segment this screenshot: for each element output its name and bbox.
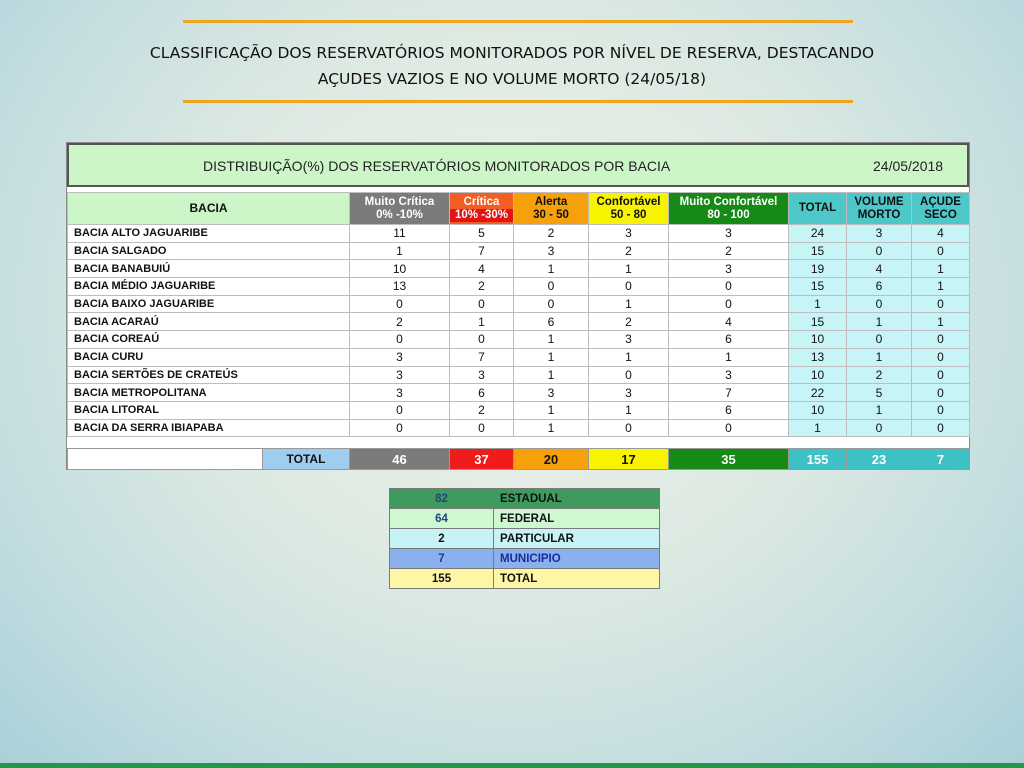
cell-volume-morto: 0 (847, 419, 912, 437)
cell-confortavel: 1 (589, 401, 669, 419)
cell-acude-seco: 1 (912, 260, 970, 278)
panel-date: 24/05/2018 (873, 158, 944, 174)
cell-total: 15 (789, 313, 847, 331)
summary-particular-count: 2 (390, 529, 494, 549)
cell-confortavel: 2 (589, 313, 669, 331)
header-muito-confortavel-label: Muito Confortável (679, 195, 778, 208)
cell-confortavel: 3 (589, 331, 669, 349)
cell-muito-critica: 2 (350, 313, 450, 331)
header-critica (450, 193, 514, 225)
cell-acude-seco: 0 (912, 331, 970, 349)
cell-acude-seco: 0 (912, 348, 970, 366)
header-muito-confortavel-range: 80 - 100 (707, 208, 750, 221)
summary-row-municipio (390, 549, 660, 569)
summary-particular-label: PARTICULAR (494, 529, 660, 549)
cell-volume-morto: 1 (847, 348, 912, 366)
cell-total: 15 (789, 242, 847, 260)
cell-muito-critica: 0 (350, 419, 450, 437)
header-alerta (514, 193, 589, 225)
cell-total: 10 (789, 366, 847, 384)
cell-volume-morto: 2 (847, 366, 912, 384)
summary-estadual-label: ESTADUAL (494, 489, 660, 509)
cell-volume-morto: 0 (847, 331, 912, 349)
cell-alerta: 1 (514, 331, 589, 349)
totals-blank-cell (68, 449, 263, 470)
total-muito-critica: 46 (350, 449, 450, 470)
cell-critica: 1 (450, 313, 514, 331)
cell-acude-seco: 0 (912, 384, 970, 402)
cell-muito-confortavel: 6 (669, 401, 789, 419)
header-confortavel (589, 193, 669, 225)
table-row (68, 348, 970, 366)
cell-critica: 7 (450, 242, 514, 260)
cell-muito-critica: 0 (350, 295, 450, 313)
table-row (68, 242, 970, 260)
cell-total: 15 (789, 278, 847, 296)
totals-row (68, 449, 970, 470)
cell-total: 1 (789, 295, 847, 313)
panel-title-band (67, 143, 969, 187)
cell-total: 13 (789, 348, 847, 366)
header-muito-critica (350, 193, 450, 225)
table-row (68, 313, 970, 331)
cell-alerta: 0 (514, 278, 589, 296)
total-volume-morto: 23 (847, 449, 912, 470)
cell-confortavel: 0 (589, 419, 669, 437)
basin-table (67, 192, 970, 437)
cell-critica: 2 (450, 401, 514, 419)
title-rule-top (183, 20, 853, 23)
cell-muito-confortavel: 4 (669, 313, 789, 331)
cell-volume-morto: 1 (847, 401, 912, 419)
basin-name: BACIA SALGADO (68, 242, 350, 260)
cell-confortavel: 1 (589, 260, 669, 278)
cell-confortavel: 0 (589, 366, 669, 384)
basin-name: BACIA DA SERRA IBIAPABA (68, 419, 350, 437)
basin-name: BACIA CURU (68, 348, 350, 366)
cell-muito-critica: 3 (350, 366, 450, 384)
cell-acude-seco: 4 (912, 225, 970, 243)
header-muito-critica-label: Muito Crítica (364, 195, 435, 208)
basin-name: BACIA BAIXO JAGUARIBE (68, 295, 350, 313)
cell-critica: 0 (450, 331, 514, 349)
cell-acude-seco: 0 (912, 242, 970, 260)
cell-confortavel: 1 (589, 295, 669, 313)
table-row (68, 225, 970, 243)
cell-total: 24 (789, 225, 847, 243)
header-confortavel-label: Confortável (596, 195, 661, 208)
header-volume-morto-2: MORTO (857, 208, 901, 221)
header-muito-critica-range: 0% -10% (376, 208, 423, 221)
table-row (68, 419, 970, 437)
cell-alerta: 3 (514, 384, 589, 402)
cell-muito-critica: 0 (350, 331, 450, 349)
cell-muito-confortavel: 0 (669, 278, 789, 296)
table-row (68, 401, 970, 419)
cell-confortavel: 3 (589, 225, 669, 243)
cell-muito-critica: 11 (350, 225, 450, 243)
cell-alerta: 1 (514, 260, 589, 278)
cell-alerta: 1 (514, 419, 589, 437)
table-row (68, 278, 970, 296)
cell-volume-morto: 0 (847, 242, 912, 260)
summary-total-label: TOTAL (494, 569, 660, 589)
cell-confortavel: 1 (589, 348, 669, 366)
cell-acude-seco: 0 (912, 366, 970, 384)
cell-critica: 5 (450, 225, 514, 243)
header-volume-morto (847, 193, 912, 225)
cell-muito-critica: 3 (350, 348, 450, 366)
panel-title: DISTRIBUIÇÃO(%) DOS RESERVATÓRIOS MONITORADOS POR BACIA (203, 158, 671, 174)
cell-critica: 3 (450, 366, 514, 384)
total-critica: 37 (450, 449, 514, 470)
cell-acude-seco: 0 (912, 419, 970, 437)
header-acude-seco (912, 193, 970, 225)
slide-title-line-1: CLASSIFICAÇÃO DOS RESERVATÓRIOS MONITORADOS POR NÍVEL DE RESERVA, DESTACANDO (149, 44, 875, 62)
slide-title-line-2: AÇUDES VAZIOS E NO VOLUME MORTO (24/05/18) (317, 70, 707, 88)
summary-federal-label: FEDERAL (494, 509, 660, 529)
summary-estadual-count: 82 (390, 489, 494, 509)
totals-label: TOTAL (263, 449, 350, 470)
table-row (68, 260, 970, 278)
cell-critica: 4 (450, 260, 514, 278)
cell-confortavel: 0 (589, 278, 669, 296)
basin-name: BACIA METROPOLITANA (68, 384, 350, 402)
cell-muito-confortavel: 3 (669, 225, 789, 243)
header-critica-range: 10% -30% (450, 209, 513, 222)
cell-confortavel: 2 (589, 242, 669, 260)
cell-muito-confortavel: 3 (669, 260, 789, 278)
totals-row-table (67, 448, 970, 470)
cell-volume-morto: 3 (847, 225, 912, 243)
header-alerta-range: 30 - 50 (533, 208, 569, 221)
basin-name: BACIA ALTO JAGUARIBE (68, 225, 350, 243)
cell-muito-critica: 3 (350, 384, 450, 402)
reservoir-distribution-panel (66, 142, 970, 470)
cell-alerta: 0 (514, 295, 589, 313)
header-critica-label: Crítica (463, 195, 500, 208)
table-header-row (68, 193, 970, 225)
cell-muito-critica: 1 (350, 242, 450, 260)
header-alerta-label: Alerta (534, 195, 568, 208)
cell-muito-confortavel: 2 (669, 242, 789, 260)
total-confortavel: 17 (589, 449, 669, 470)
header-bacia: BACIA (68, 193, 350, 225)
cell-total: 1 (789, 419, 847, 437)
table-row (68, 331, 970, 349)
summary-row-particular (390, 529, 660, 549)
header-volume-morto-1: VOLUME (854, 195, 904, 208)
cell-alerta: 1 (514, 366, 589, 384)
basin-table-body (68, 225, 970, 437)
cell-muito-critica: 13 (350, 278, 450, 296)
cell-acude-seco: 0 (912, 401, 970, 419)
cell-critica: 6 (450, 384, 514, 402)
cell-critica: 7 (450, 348, 514, 366)
cell-muito-confortavel: 7 (669, 384, 789, 402)
cell-confortavel: 3 (589, 384, 669, 402)
table-row (68, 366, 970, 384)
total-muito-confortavel: 35 (669, 449, 789, 470)
cell-volume-morto: 5 (847, 384, 912, 402)
cell-volume-morto: 4 (847, 260, 912, 278)
total-acude-seco: 7 (912, 449, 970, 470)
cell-critica: 0 (450, 419, 514, 437)
cell-alerta: 6 (514, 313, 589, 331)
cell-volume-morto: 1 (847, 313, 912, 331)
cell-muito-confortavel: 1 (669, 348, 789, 366)
cell-alerta: 1 (514, 401, 589, 419)
total-alerta: 20 (514, 449, 589, 470)
header-muito-confortavel (669, 193, 789, 225)
cell-alerta: 2 (514, 225, 589, 243)
cell-muito-critica: 0 (350, 401, 450, 419)
summary-row-total (390, 569, 660, 589)
header-total: TOTAL (789, 193, 847, 225)
summary-total-count: 155 (390, 569, 494, 589)
cell-muito-confortavel: 0 (669, 295, 789, 313)
basin-name: BACIA BANABUIÚ (68, 260, 350, 278)
ownership-summary-table (389, 488, 660, 589)
cell-volume-morto: 0 (847, 295, 912, 313)
summary-municipio-label: MUNICIPIO (494, 549, 660, 569)
basin-name: BACIA SERTÕES DE CRATEÚS (68, 366, 350, 384)
basin-name: BACIA ACARAÚ (68, 313, 350, 331)
total-total: 155 (789, 449, 847, 470)
header-confortavel-range: 50 - 80 (610, 208, 647, 221)
cell-volume-morto: 6 (847, 278, 912, 296)
cell-muito-confortavel: 3 (669, 366, 789, 384)
table-row (68, 384, 970, 402)
cell-alerta: 1 (514, 348, 589, 366)
summary-municipio-count: 7 (390, 549, 494, 569)
header-acude-seco-1: AÇUDE (920, 195, 961, 208)
summary-row-estadual (390, 489, 660, 509)
cell-acude-seco: 0 (912, 295, 970, 313)
cell-total: 19 (789, 260, 847, 278)
basin-name: BACIA LITORAL (68, 401, 350, 419)
cell-acude-seco: 1 (912, 278, 970, 296)
basin-name: BACIA MÉDIO JAGUARIBE (68, 278, 350, 296)
cell-muito-confortavel: 0 (669, 419, 789, 437)
cell-muito-critica: 10 (350, 260, 450, 278)
slide-title (60, 40, 964, 92)
cell-total: 10 (789, 331, 847, 349)
summary-federal-count: 64 (390, 509, 494, 529)
cell-alerta: 3 (514, 242, 589, 260)
footer-bar (0, 763, 1024, 768)
cell-critica: 2 (450, 278, 514, 296)
title-rule-bottom (183, 100, 853, 103)
cell-acude-seco: 1 (912, 313, 970, 331)
summary-row-federal (390, 509, 660, 529)
cell-total: 10 (789, 401, 847, 419)
cell-total: 22 (789, 384, 847, 402)
header-acude-seco-2: SECO (924, 208, 957, 221)
basin-name: BACIA COREAÚ (68, 331, 350, 349)
cell-muito-confortavel: 6 (669, 331, 789, 349)
table-row (68, 295, 970, 313)
cell-critica: 0 (450, 295, 514, 313)
